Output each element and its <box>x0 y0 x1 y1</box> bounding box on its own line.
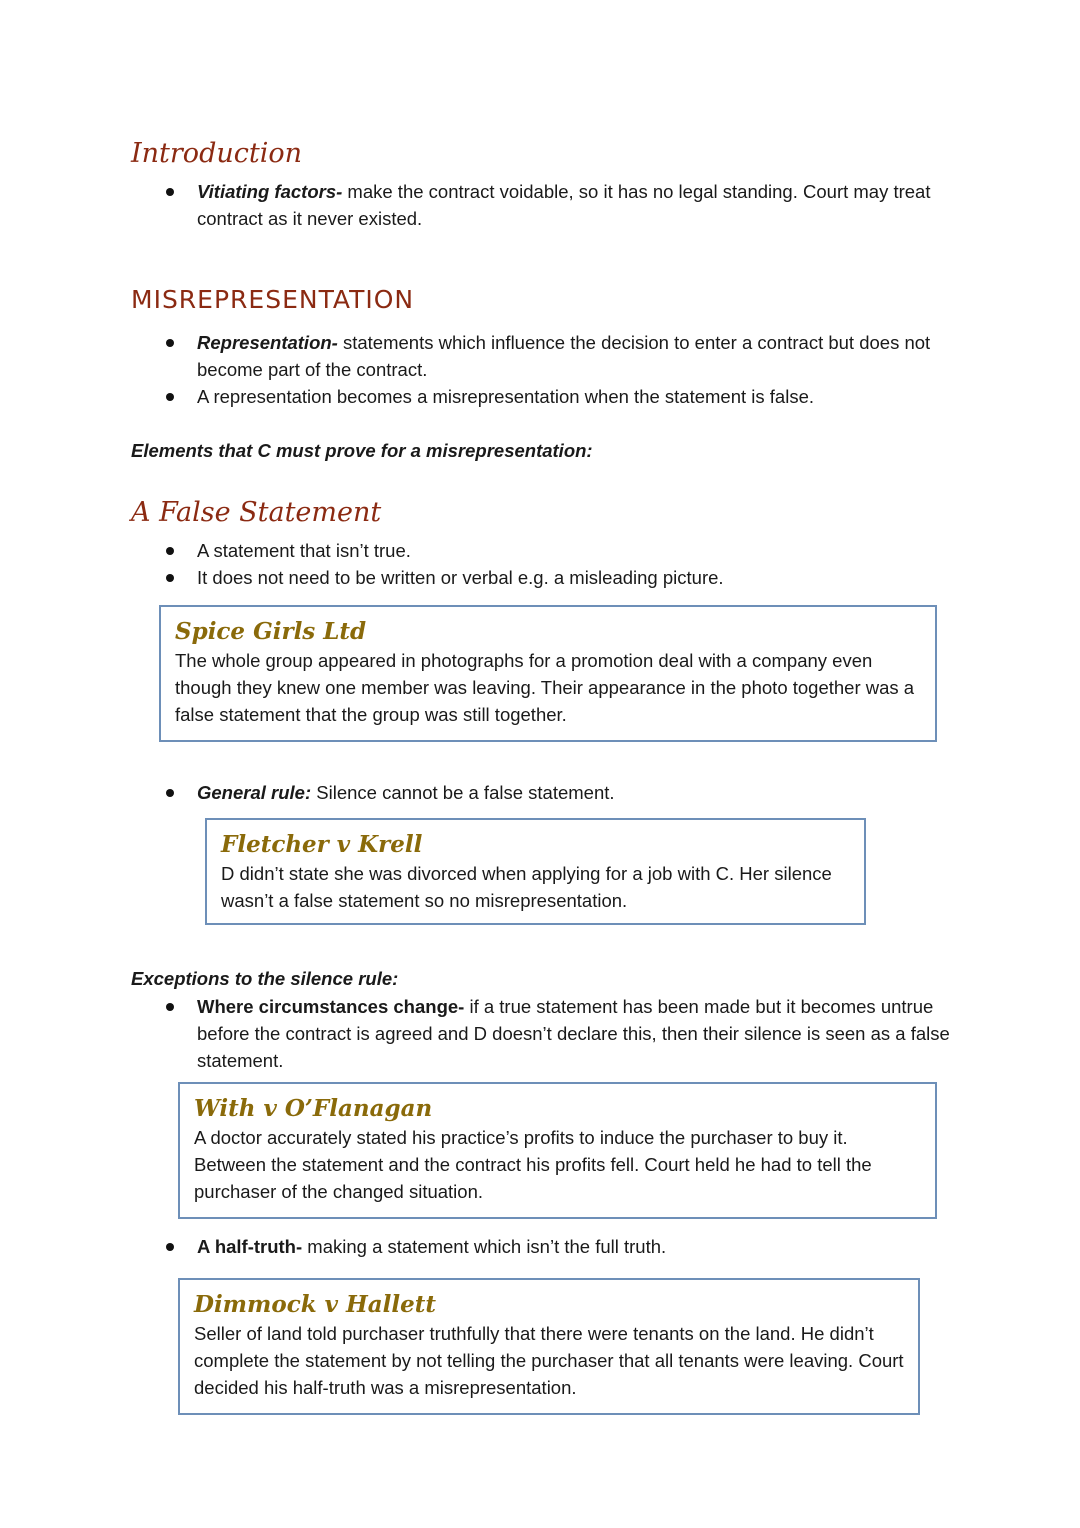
case-title: Fletcher v Krell <box>221 831 423 858</box>
elements-label: Elements that C must prove for a misrepresentation: <box>131 440 593 461</box>
case-body: The whole group appeared in photographs for a promotion deal with a company even though they knew one member was leaving. Their appearance in the photo together was a false statement that the group was still together. <box>175 650 915 725</box>
list-item <box>131 564 951 591</box>
bullet-icon <box>166 393 174 401</box>
case-box-fletcher-v-krell <box>205 818 866 925</box>
misrep-list <box>131 329 951 410</box>
case-title: With v O’Flanagan <box>194 1095 433 1122</box>
bullet-icon <box>166 188 174 196</box>
bullet-text: statements which influence the decision to enter a contract but does not become part of the contract. <box>197 332 931 380</box>
bullet-text: Silence cannot be a false statement. <box>311 782 615 803</box>
bullet-icon <box>166 547 174 555</box>
term-vitiating-factors: Vitiating factors- <box>197 181 343 202</box>
bullet-icon <box>166 1003 174 1011</box>
false-statement-heading: A False Statement <box>131 497 382 528</box>
list-item <box>131 993 951 1074</box>
case-box-spice-girls <box>159 605 937 742</box>
case-body: D didn’t state she was divorced when applying for a job with C. Her silence wasn’t a false statement so no misrepresentation. <box>221 863 832 911</box>
term-circumstances-change: Where circumstances change- <box>197 996 465 1017</box>
exceptions-label: Exceptions to the silence rule: <box>131 968 399 989</box>
bullet-icon <box>166 789 174 797</box>
half-truth-list <box>131 1233 951 1260</box>
bullet-text: making a statement which isn’t the full truth. <box>302 1236 667 1257</box>
term-half-truth: A half-truth- <box>197 1236 303 1257</box>
case-body: A doctor accurately stated his practice’s profits to induce the purchaser to buy it. Between the statement and the contract his profits fell. Court held he had to tell the purchaser of the changed situation. <box>194 1127 872 1202</box>
bullet-text: make the contract voidable, so it has no legal standing. Court may treat contract as it never existed. <box>197 181 931 229</box>
exceptions-list <box>131 993 951 1074</box>
case-body: Seller of land told purchaser truthfully that there were tenants on the land. He didn’t complete the statement by not telling the purchaser that all tenants were leaving. Court decided his half-truth was a misrepresentation. <box>194 1323 904 1398</box>
bullet-icon <box>166 574 174 582</box>
case-title: Dimmock v Hallett <box>194 1291 437 1318</box>
intro-heading: Introduction <box>131 138 302 169</box>
intro-list <box>131 178 951 232</box>
case-title: Spice Girls Ltd <box>175 618 367 645</box>
bullet-text: A statement that isn’t true. <box>197 540 411 561</box>
list-item <box>131 1233 951 1260</box>
bullet-icon <box>166 1243 174 1251</box>
list-item <box>131 383 951 410</box>
list-item <box>131 779 951 806</box>
bullet-icon <box>166 339 174 347</box>
case-box-dimmock-v-hallett <box>178 1278 920 1415</box>
bullet-text: if a true statement has been made but it becomes untrue before the contract is agreed and D doesn’t declare this, then their silence is seen as a false statement. <box>197 996 950 1071</box>
list-item <box>131 178 951 232</box>
misrepresentation-heading: MISREPRESENTATION <box>131 285 415 314</box>
case-box-with-v-oflanagan <box>178 1082 937 1219</box>
list-item <box>131 537 951 564</box>
list-item <box>131 329 951 383</box>
bullet-text: A representation becomes a misrepresentation when the statement is false. <box>197 386 815 407</box>
term-general-rule: General rule: <box>197 782 312 803</box>
false-statement-list <box>131 537 951 591</box>
bullet-text: It does not need to be written or verbal e.g. a misleading picture. <box>197 567 724 588</box>
general-rule-list <box>131 779 951 806</box>
term-representation: Representation- <box>197 332 338 353</box>
